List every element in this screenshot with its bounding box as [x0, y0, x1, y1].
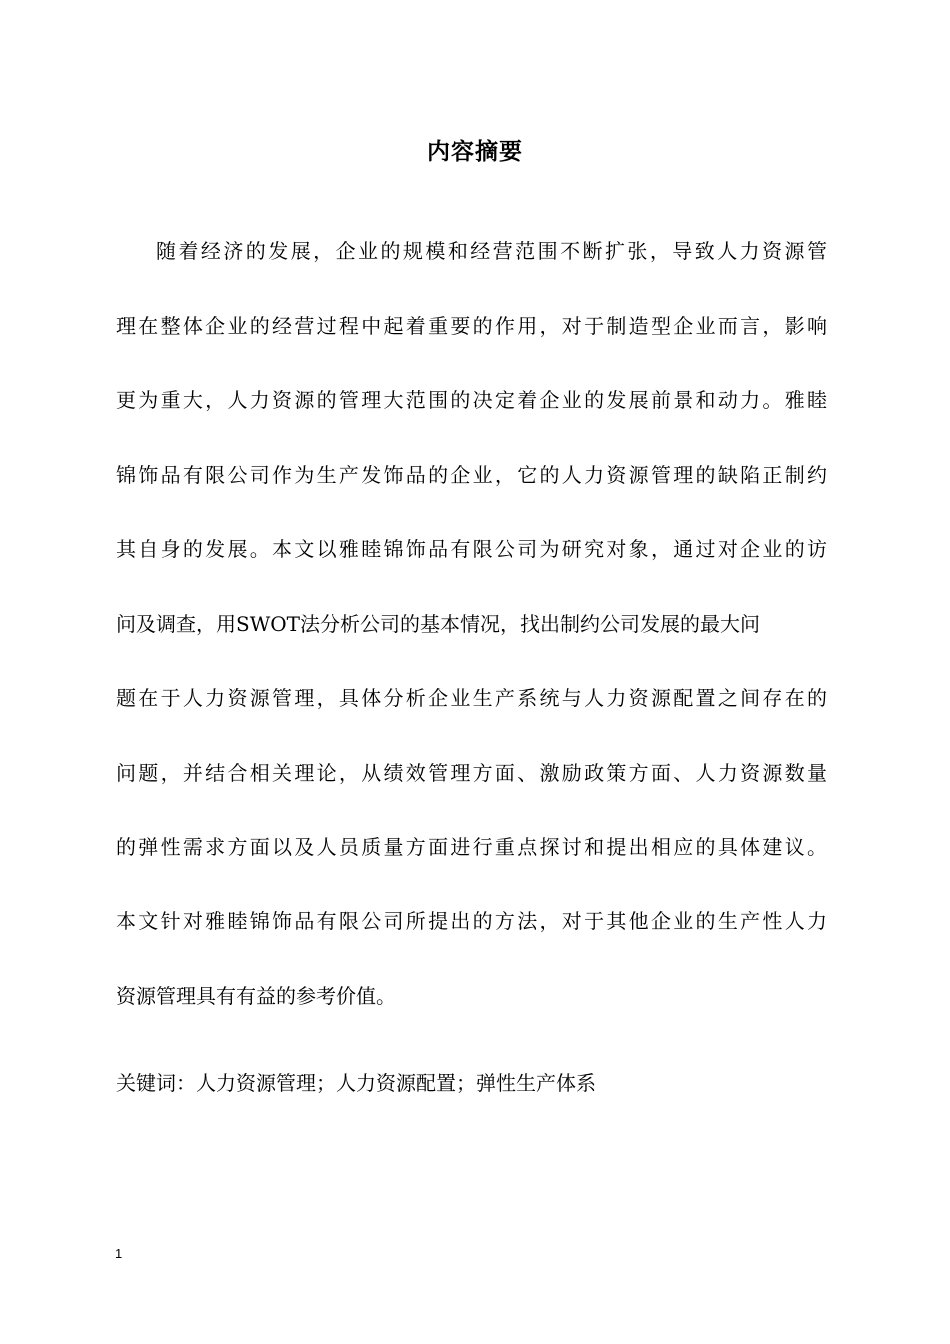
- abstract-line: 资源管理具有有益的参考价值。: [116, 984, 396, 1008]
- abstract-line: 随着经济的发展，企业的规模和经营范围不断扩张，导致人力资源管: [156, 239, 827, 263]
- page-title: 内容摘要: [427, 139, 523, 165]
- abstract-line: 问及调查，用SWOT法分析公司的基本情况，找出制约公司发展的最大问: [116, 612, 760, 636]
- abstract-line: 其自身的发展。本文以雅睦锦饰品有限公司为研究对象，通过对企业的访: [116, 537, 827, 561]
- abstract-line: 问题，并结合相关理论，从绩效管理方面、激励政策方面、人力资源数量: [116, 761, 827, 785]
- page-number: 1: [115, 1246, 123, 1261]
- abstract-line: 的弹性需求方面以及人员质量方面进行重点探讨和提出相应的具体建议。: [116, 835, 827, 859]
- abstract-line: 更为重大，人力资源的管理大范围的决定着企业的发展前景和动力。雅睦: [116, 388, 827, 412]
- abstract-line: 题在于人力资源管理，具体分析企业生产系统与人力资源配置之间存在的: [116, 686, 827, 710]
- keywords-line: 关键词：人力资源管理；人力资源配置；弹性生产体系: [116, 1071, 596, 1095]
- abstract-line: 本文针对雅睦锦饰品有限公司所提出的方法，对于其他企业的生产性人力: [116, 909, 827, 933]
- abstract-line: 理在整体企业的经营过程中起着重要的作用，对于制造型企业而言，影响: [116, 314, 827, 338]
- abstract-line: 锦饰品有限公司作为生产发饰品的企业，它的人力资源管理的缺陷正制约: [116, 463, 827, 487]
